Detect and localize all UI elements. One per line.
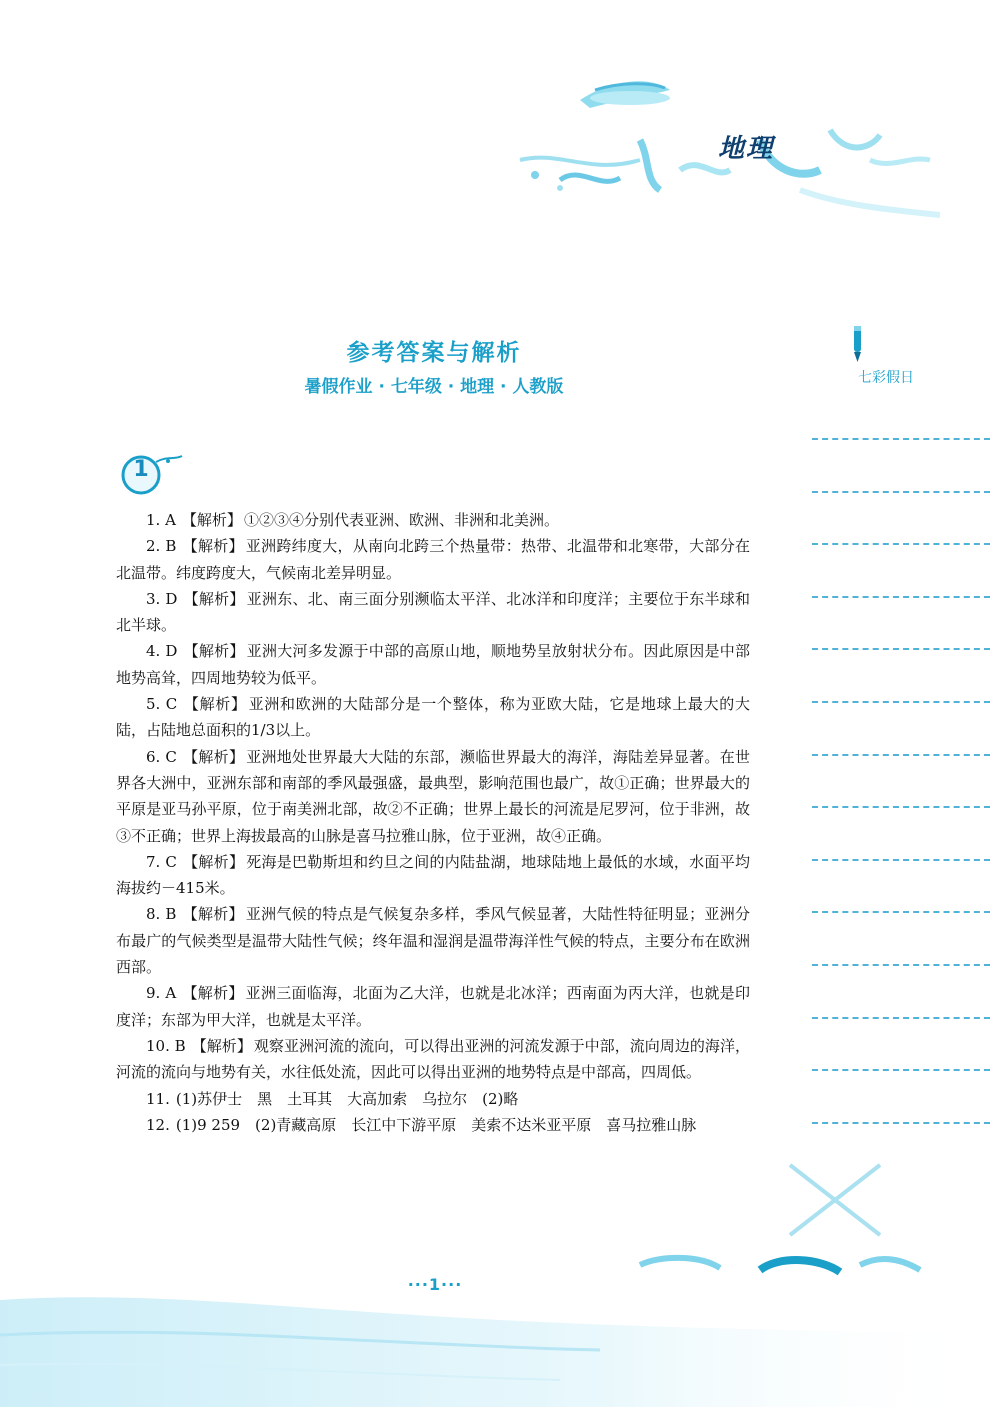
page-title: 参考答案与解析 xyxy=(346,339,522,366)
answer-item xyxy=(116,586,750,639)
note-lines xyxy=(812,438,990,1174)
answer-text: 死海是巴勒斯坦和约旦之间的内陆盐湖，地球陆地上最低的水域，水面平均海拔约－415米。 xyxy=(116,852,750,898)
answer-text: 亚洲和欧洲的大陆部分是一个整体，称为亚欧大陆，它是地球上最大的大陆，占陆地总面积的1/3以上。 xyxy=(116,695,750,740)
footer-decoration xyxy=(0,1160,1000,1407)
note-line xyxy=(812,701,990,703)
answer-tag: 【解析】 xyxy=(182,905,244,924)
note-line xyxy=(812,859,990,861)
answer-number: 4. D xyxy=(146,642,178,661)
answer-list xyxy=(116,507,750,1138)
answer-item xyxy=(116,1033,750,1086)
answer-text: 亚洲三面临海，北面为乙大洋，也就是北冰洋；西南面为丙大洋，也就是印度洋；东部为甲大洋，也就是太平洋。 xyxy=(116,984,750,1029)
answer-number: 5. C xyxy=(146,695,178,714)
note-line xyxy=(812,438,990,440)
answer-item xyxy=(116,744,750,849)
answer-tag: 【解析】 xyxy=(182,537,244,556)
note-line xyxy=(812,491,990,493)
unit-number: 1 xyxy=(133,457,149,482)
answer-text: 亚洲大河多发源于中部的高原山地，顺地势呈放射状分布。因此原因是中部地势高耸，四周地势较为低平。 xyxy=(116,642,750,687)
answer-number: 12. xyxy=(146,1115,170,1134)
answer-tag: 【解析】 xyxy=(182,852,245,871)
note-line xyxy=(812,1017,990,1019)
subject-title: 地理 xyxy=(718,134,775,164)
answer-tag: 【解析】 xyxy=(181,511,242,529)
answer-number: 3. D xyxy=(146,589,178,608)
answer-number: 10. B xyxy=(146,1036,186,1055)
pen-icon xyxy=(846,324,870,364)
note-line xyxy=(812,1122,990,1124)
note-line xyxy=(812,596,990,598)
answer-number: 1. A xyxy=(146,511,176,529)
note-line xyxy=(812,754,990,756)
sidebar-label: 七彩假日 xyxy=(858,370,914,386)
note-line xyxy=(812,543,990,545)
answer-number: 11. xyxy=(146,1089,170,1108)
answer-tag: 【解析】 xyxy=(182,747,245,766)
answer-item xyxy=(116,1086,750,1112)
answer-tag: 【解析】 xyxy=(183,589,245,608)
answer-number: 9. A xyxy=(146,984,177,1003)
answer-item xyxy=(116,901,750,980)
answer-number: 8. B xyxy=(146,905,177,924)
answer-tag: 【解析】 xyxy=(183,695,247,714)
answer-text: ①②③④分别代表亚洲、欧洲、非洲和北美洲。 xyxy=(243,511,559,529)
answer-item xyxy=(116,849,750,902)
note-line xyxy=(812,911,990,913)
note-line xyxy=(812,806,990,808)
answer-tag: 【解析】 xyxy=(183,642,245,661)
note-line xyxy=(812,1069,990,1071)
answer-tag: 【解析】 xyxy=(191,1036,252,1055)
answer-text: (1)9 259 (2)青藏高原 长江中下游平原 美索不达米亚平原 喜马拉雅山脉 xyxy=(175,1115,697,1134)
answer-item xyxy=(116,980,750,1033)
answer-item xyxy=(116,638,750,691)
answer-number: 7. C xyxy=(146,852,177,871)
page-number: ···1··· xyxy=(407,1275,463,1294)
answer-text: 亚洲东、北、南三面分别濒临太平洋、北冰洋和印度洋；主要位于东半球和北半球。 xyxy=(116,589,750,635)
answer-number: 6. C xyxy=(146,747,177,766)
answer-tag: 【解析】 xyxy=(182,984,244,1003)
answer-item xyxy=(116,1112,750,1138)
answer-text: 亚洲气候的特点是气候复杂多样，季风气候显著，大陆性特征明显；亚洲分布最广的气候类型是温带大陆性气候；终年温和湿润是温带海洋性气候的特点，主要分布在欧洲西部。 xyxy=(116,905,750,977)
answer-text: 亚洲地处世界最大大陆的东部，濒临世界最大的海洋，海陆差异显著。在世界各大洲中，亚洲东部和南部的季风最强盛，最典型，影响范围也最广，故①正确；世界最大的平原是亚马孙平原，位于南美洲北部，故②不正确；世界上最长的河流是尼罗河，位于非洲，故③不正确；世界上海拔最高的山脉是喜马拉雅山脉，位于亚洲，故④正确。 xyxy=(116,747,750,845)
answer-text: 观察亚洲河流的流向，可以得出亚洲的河流发源于中部，流向周边的海洋，河流的流向与地势有关，水往低处流，因此可以得出亚洲的地势特点是中部高，四周低。 xyxy=(116,1036,750,1082)
answer-item xyxy=(116,691,750,744)
answer-text: (1)苏伊士 黑 土耳其 大高加索 乌拉尔 (2)略 xyxy=(175,1089,519,1108)
answer-text: 亚洲跨纬度大，从南向北跨三个热量带：热带、北温带和北寒带，大部分在北温带。纬度跨度大，气候南北差异明显。 xyxy=(116,537,750,582)
answer-item xyxy=(116,533,750,586)
answer-item xyxy=(116,507,750,533)
page-subtitle: 暑假作业 · 七年级 · 地理 · 人教版 xyxy=(304,377,564,397)
note-line xyxy=(812,964,990,966)
note-line xyxy=(812,648,990,650)
answer-number: 2. B xyxy=(146,537,177,556)
